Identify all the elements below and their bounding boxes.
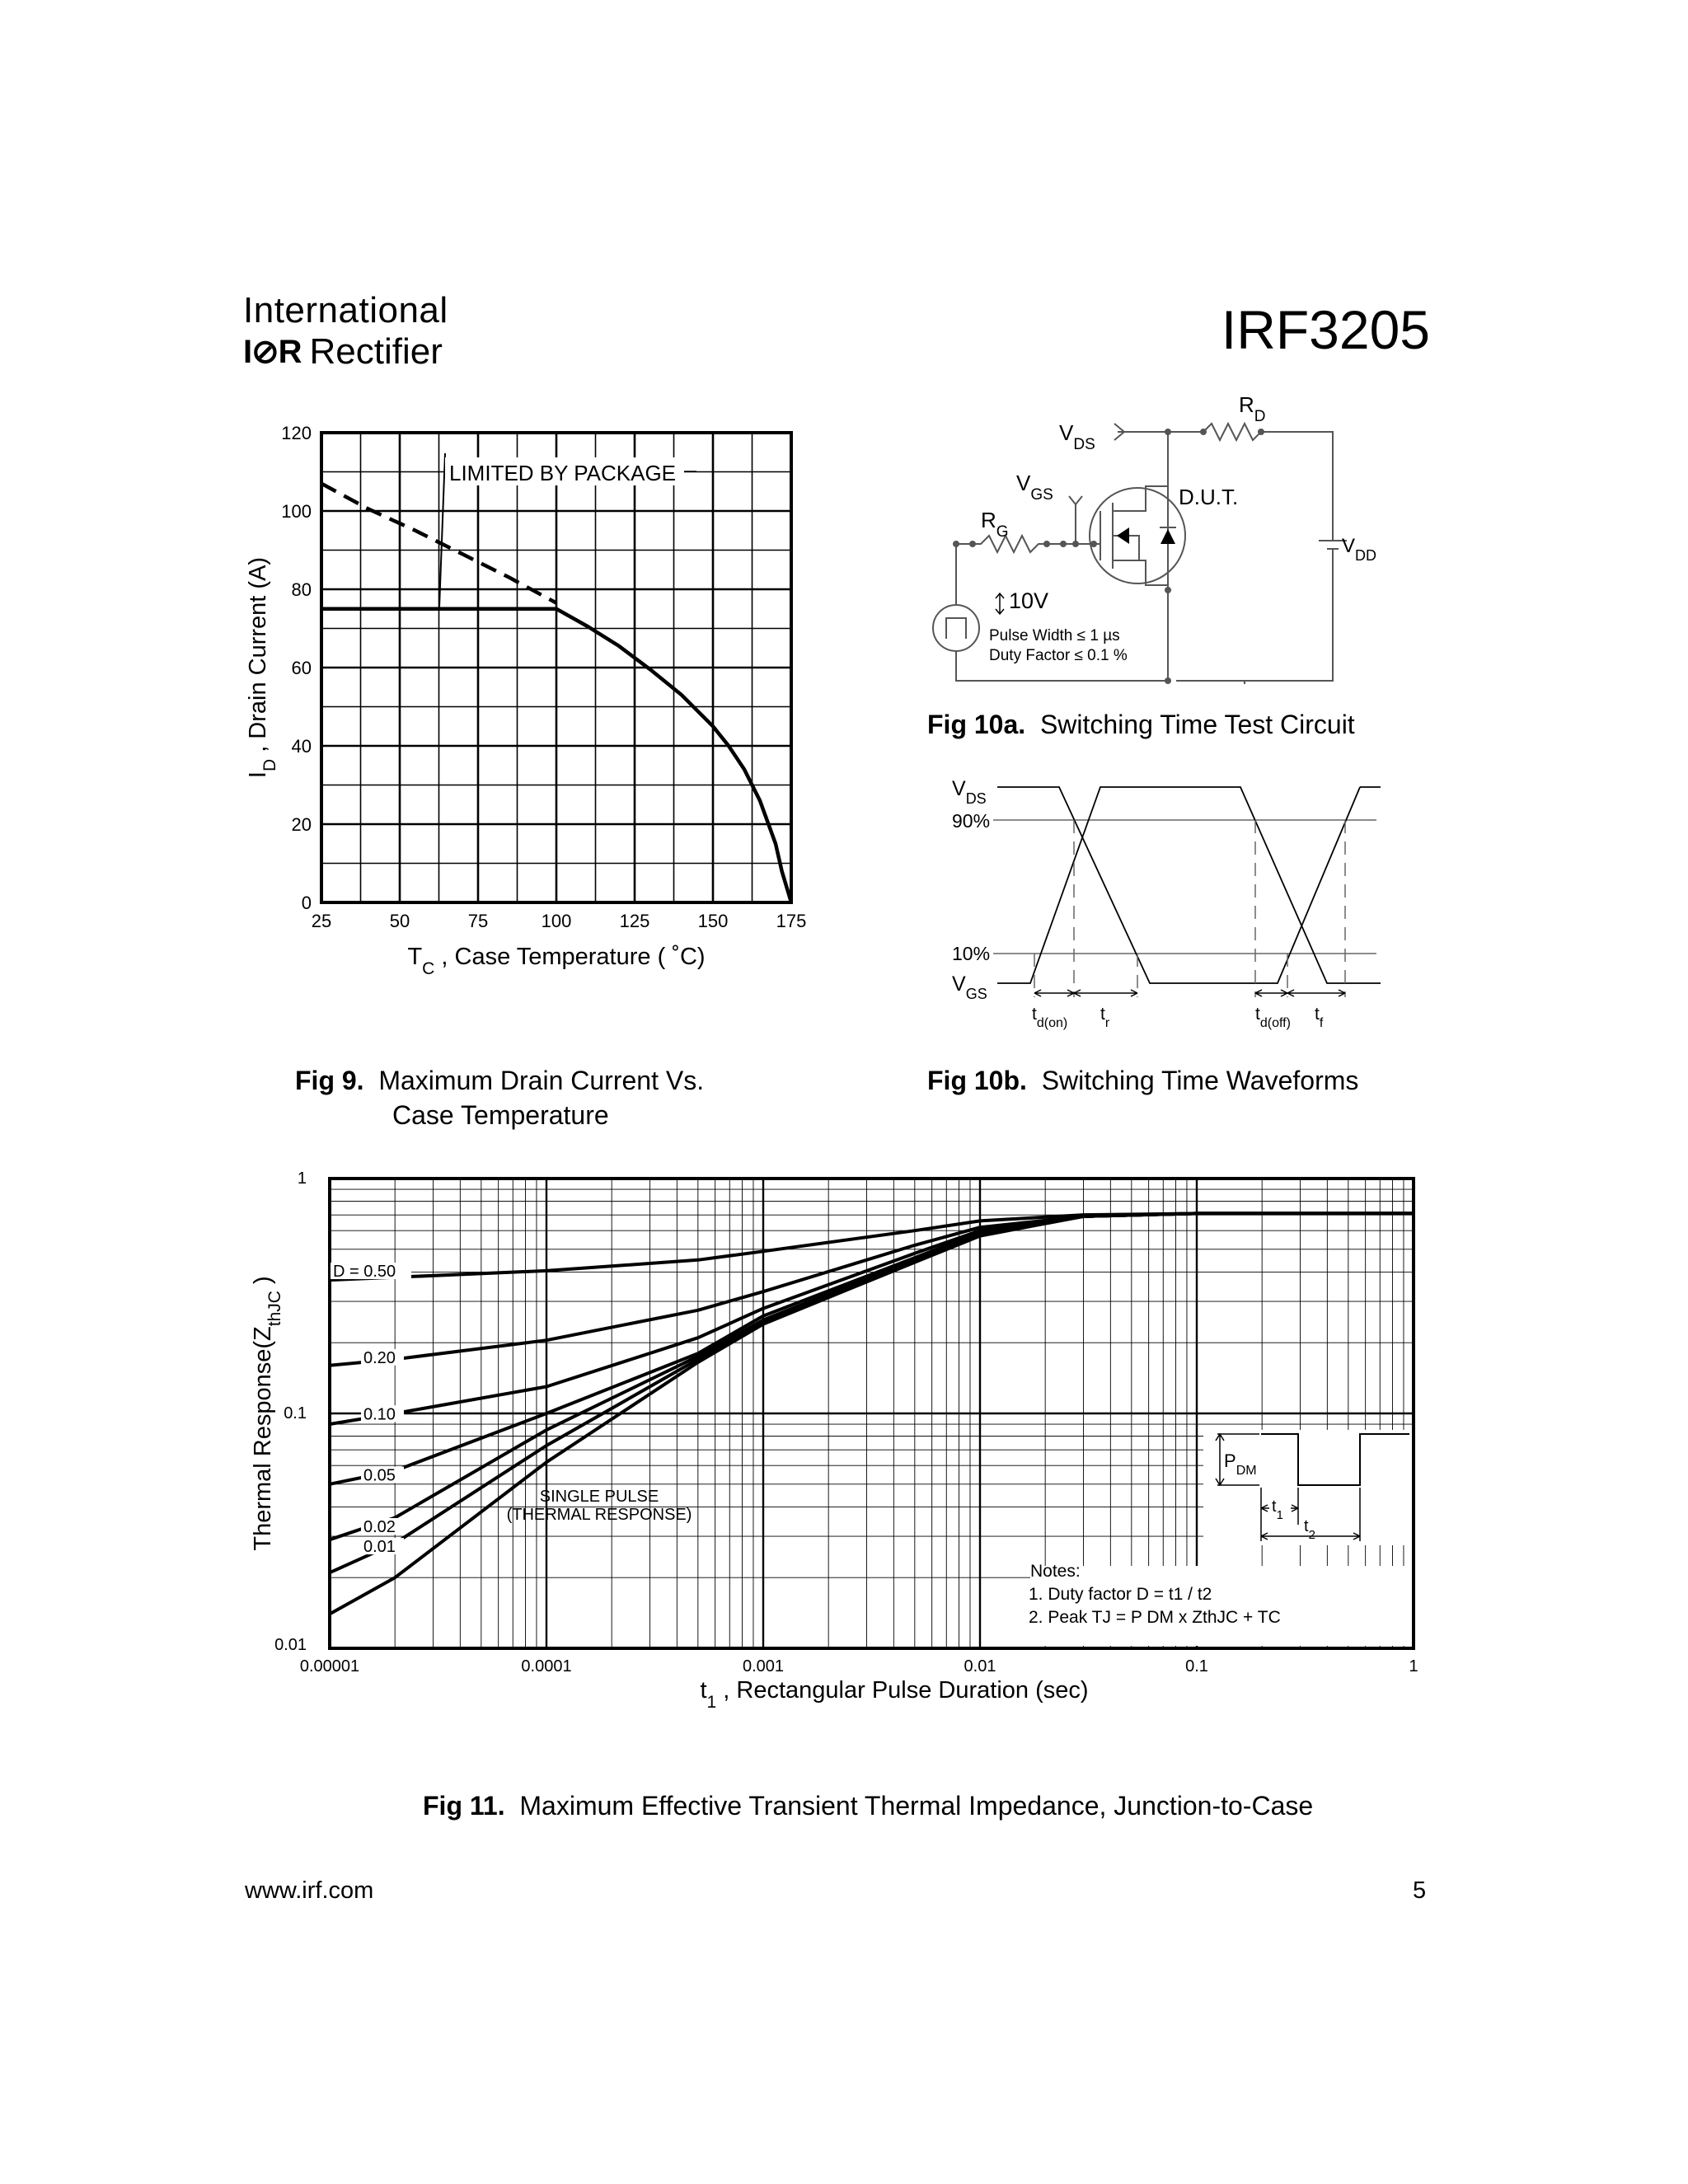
- vgs-label: $V_{GS}$: [1016, 471, 1053, 504]
- fig9-annotation-leader: [439, 453, 445, 607]
- single-pulse-label-2: (THERMAL RESPONSE): [506, 1506, 692, 1524]
- fig10a-caption-text: Switching Time Test Circuit: [1039, 710, 1355, 739]
- tdoff-label: $t_{d(off)}$: [1255, 1005, 1291, 1030]
- fig11-ylabel: Thermal $Response(Z_{thJC}$ ): [250, 1276, 284, 1551]
- rd-label: $R_D$: [1239, 392, 1266, 425]
- fig11-xtick: 1: [1409, 1657, 1418, 1675]
- fig9-xtick: 50: [389, 911, 410, 931]
- fig9-xtick: 125: [619, 911, 650, 931]
- rd-resistor: [1203, 424, 1333, 541]
- fig10a-label: Fig 10a.: [927, 710, 1026, 739]
- tdon-dimension: [1034, 990, 1074, 996]
- fig11-xtick: 0.00001: [299, 1657, 360, 1675]
- pulse-symbol: [946, 618, 966, 639]
- t2-label: $t_2$: [1304, 1517, 1315, 1542]
- fig11-ytick: 1: [297, 1169, 307, 1188]
- fig9-caption-line1: Maximum Drain Current Vs.: [378, 1066, 705, 1095]
- fig10b-caption-text: Switching Time Waveforms: [1041, 1066, 1359, 1095]
- fig9-xtick: 100: [541, 911, 572, 931]
- vgs-terminal: [1069, 496, 1082, 544]
- fig11-chart: [239, 1162, 1451, 1722]
- vgs-wave-label: $V_{GS}$: [952, 972, 987, 1002]
- fig9-annotation: LIMITED BY PACKAGE: [449, 461, 677, 485]
- mosfet-arrow: [1117, 527, 1129, 544]
- pdm-label: $P_{DM}$: [1224, 1451, 1257, 1478]
- fig11-xtick: 0.001: [742, 1657, 785, 1675]
- tr-label: $t_r$: [1100, 1005, 1110, 1030]
- fig11-notes-mask: [1030, 1566, 1412, 1646]
- brand-name-line2: Rectifier: [309, 331, 443, 372]
- pulse-source: [933, 605, 979, 651]
- fig9-chart: [239, 416, 832, 977]
- p10-label: 10%: [952, 943, 991, 964]
- vdd-label: $V_{DD}$: [1342, 535, 1377, 564]
- tdon-label: $t_{d(on)}$: [1032, 1005, 1068, 1030]
- fig11-xlabel: $t_1$ , Rectangular Pulse Duration (sec): [700, 1677, 1089, 1712]
- duty-factor-label: Duty Factor ≤ 0.1 %: [989, 647, 1128, 664]
- part-number: IRF3205: [1221, 299, 1430, 360]
- fig10a-circuit: [923, 387, 1385, 684]
- fig10a-caption: [927, 707, 1355, 742]
- fig9-xlabel: $T_C$ , Case Temperature ( ˚C): [407, 944, 706, 977]
- pulse-width-label: Pulse Width ≤ 1 µs: [989, 627, 1120, 644]
- fig9-ylabel: $I_D$ , Drain Current (A): [245, 556, 279, 779]
- fig11-xtick: 0.1: [1185, 1657, 1208, 1675]
- fig9-label: Fig 9.: [295, 1066, 364, 1095]
- fig9-ytick: 100: [281, 501, 312, 522]
- ior-logo-mark: I⊘R: [243, 334, 302, 370]
- single-pulse-label-1: SINGLE PULSE: [539, 1488, 659, 1506]
- fig11-xtick: 0.01: [964, 1657, 996, 1675]
- tr-dimension: [1074, 990, 1137, 996]
- t1-label: $t_1$: [1272, 1497, 1283, 1522]
- vds-label: $V_{DS}$: [1059, 420, 1095, 453]
- fig11-series-labels: [331, 1263, 411, 1556]
- fig9-xtick: 75: [467, 911, 489, 931]
- fig10b-waveforms: [940, 762, 1401, 1034]
- mosfet-channel: [1100, 486, 1168, 585]
- fig11-ytick: 0.1: [284, 1404, 307, 1422]
- note-1: 1. Duty factor D = t1 / t2: [1029, 1585, 1212, 1604]
- fig9-ytick: 40: [291, 736, 312, 757]
- fig11-series-line: [330, 1213, 1414, 1424]
- vds-wave-label: $V_{DS}$: [952, 777, 987, 807]
- brand-name-line1: International: [243, 290, 448, 330]
- fig11-series-label: 0.01: [363, 1538, 396, 1557]
- fig9-caption: [295, 1063, 704, 1132]
- rg-label: $R_G$: [981, 508, 1009, 541]
- rg-resistor: [973, 536, 1047, 552]
- fig11-label: Fig 11.: [423, 1791, 505, 1821]
- pulse-voltage-arrow: [996, 593, 1004, 614]
- fig11-xtick: 0.0001: [521, 1657, 572, 1675]
- pulse-voltage-label: 10V: [1009, 588, 1049, 613]
- fig10b-label: Fig 10b.: [927, 1066, 1027, 1095]
- tf-dimension: [1287, 990, 1345, 996]
- notes-title: Notes:: [1030, 1562, 1081, 1581]
- footer-url: www.irf.com: [245, 1877, 374, 1904]
- fig11-caption-text: Maximum Effective Transient Thermal Impedance, Junction-to-Case: [519, 1791, 1314, 1821]
- fig9-caption-line2: Case Temperature: [392, 1100, 609, 1130]
- fig11-caption: [423, 1788, 1313, 1823]
- fig9-ytick: 60: [291, 658, 312, 678]
- note-2: 2. Peak TJ = P DM x ZthJC + TC: [1029, 1608, 1281, 1627]
- fig9-grid: [321, 433, 791, 902]
- fig9-xtick: 175: [776, 911, 807, 931]
- fig9-ytick: 120: [281, 423, 312, 443]
- tf-label: $t_f$: [1315, 1005, 1324, 1030]
- p90-label: 90%: [952, 810, 991, 832]
- page-number: 5: [1413, 1877, 1427, 1904]
- supply-return-wire: [1176, 549, 1333, 681]
- fig9-ytick: 0: [301, 893, 312, 913]
- fig9-ytick: 20: [291, 814, 312, 835]
- fig11-series-label: 0.05: [363, 1466, 396, 1485]
- fig9-xtick: 150: [697, 911, 729, 931]
- fig10b-caption: [927, 1063, 1358, 1098]
- fig11-ytick: 0.01: [274, 1636, 307, 1654]
- fig11-series-label: D = 0.50: [333, 1263, 396, 1282]
- fig11-series-label: 0.10: [363, 1405, 396, 1424]
- diode-triangle: [1160, 529, 1175, 544]
- brand-logo: [243, 331, 443, 373]
- tdoff-dimension: [1255, 990, 1287, 996]
- dut-label: D.U.T.: [1179, 485, 1239, 509]
- fig11-series-label: 0.20: [363, 1348, 396, 1367]
- fig11-series-label: 0.02: [363, 1517, 396, 1536]
- fig9-xtick: 25: [311, 911, 332, 931]
- fig9-ytick: 80: [291, 579, 312, 600]
